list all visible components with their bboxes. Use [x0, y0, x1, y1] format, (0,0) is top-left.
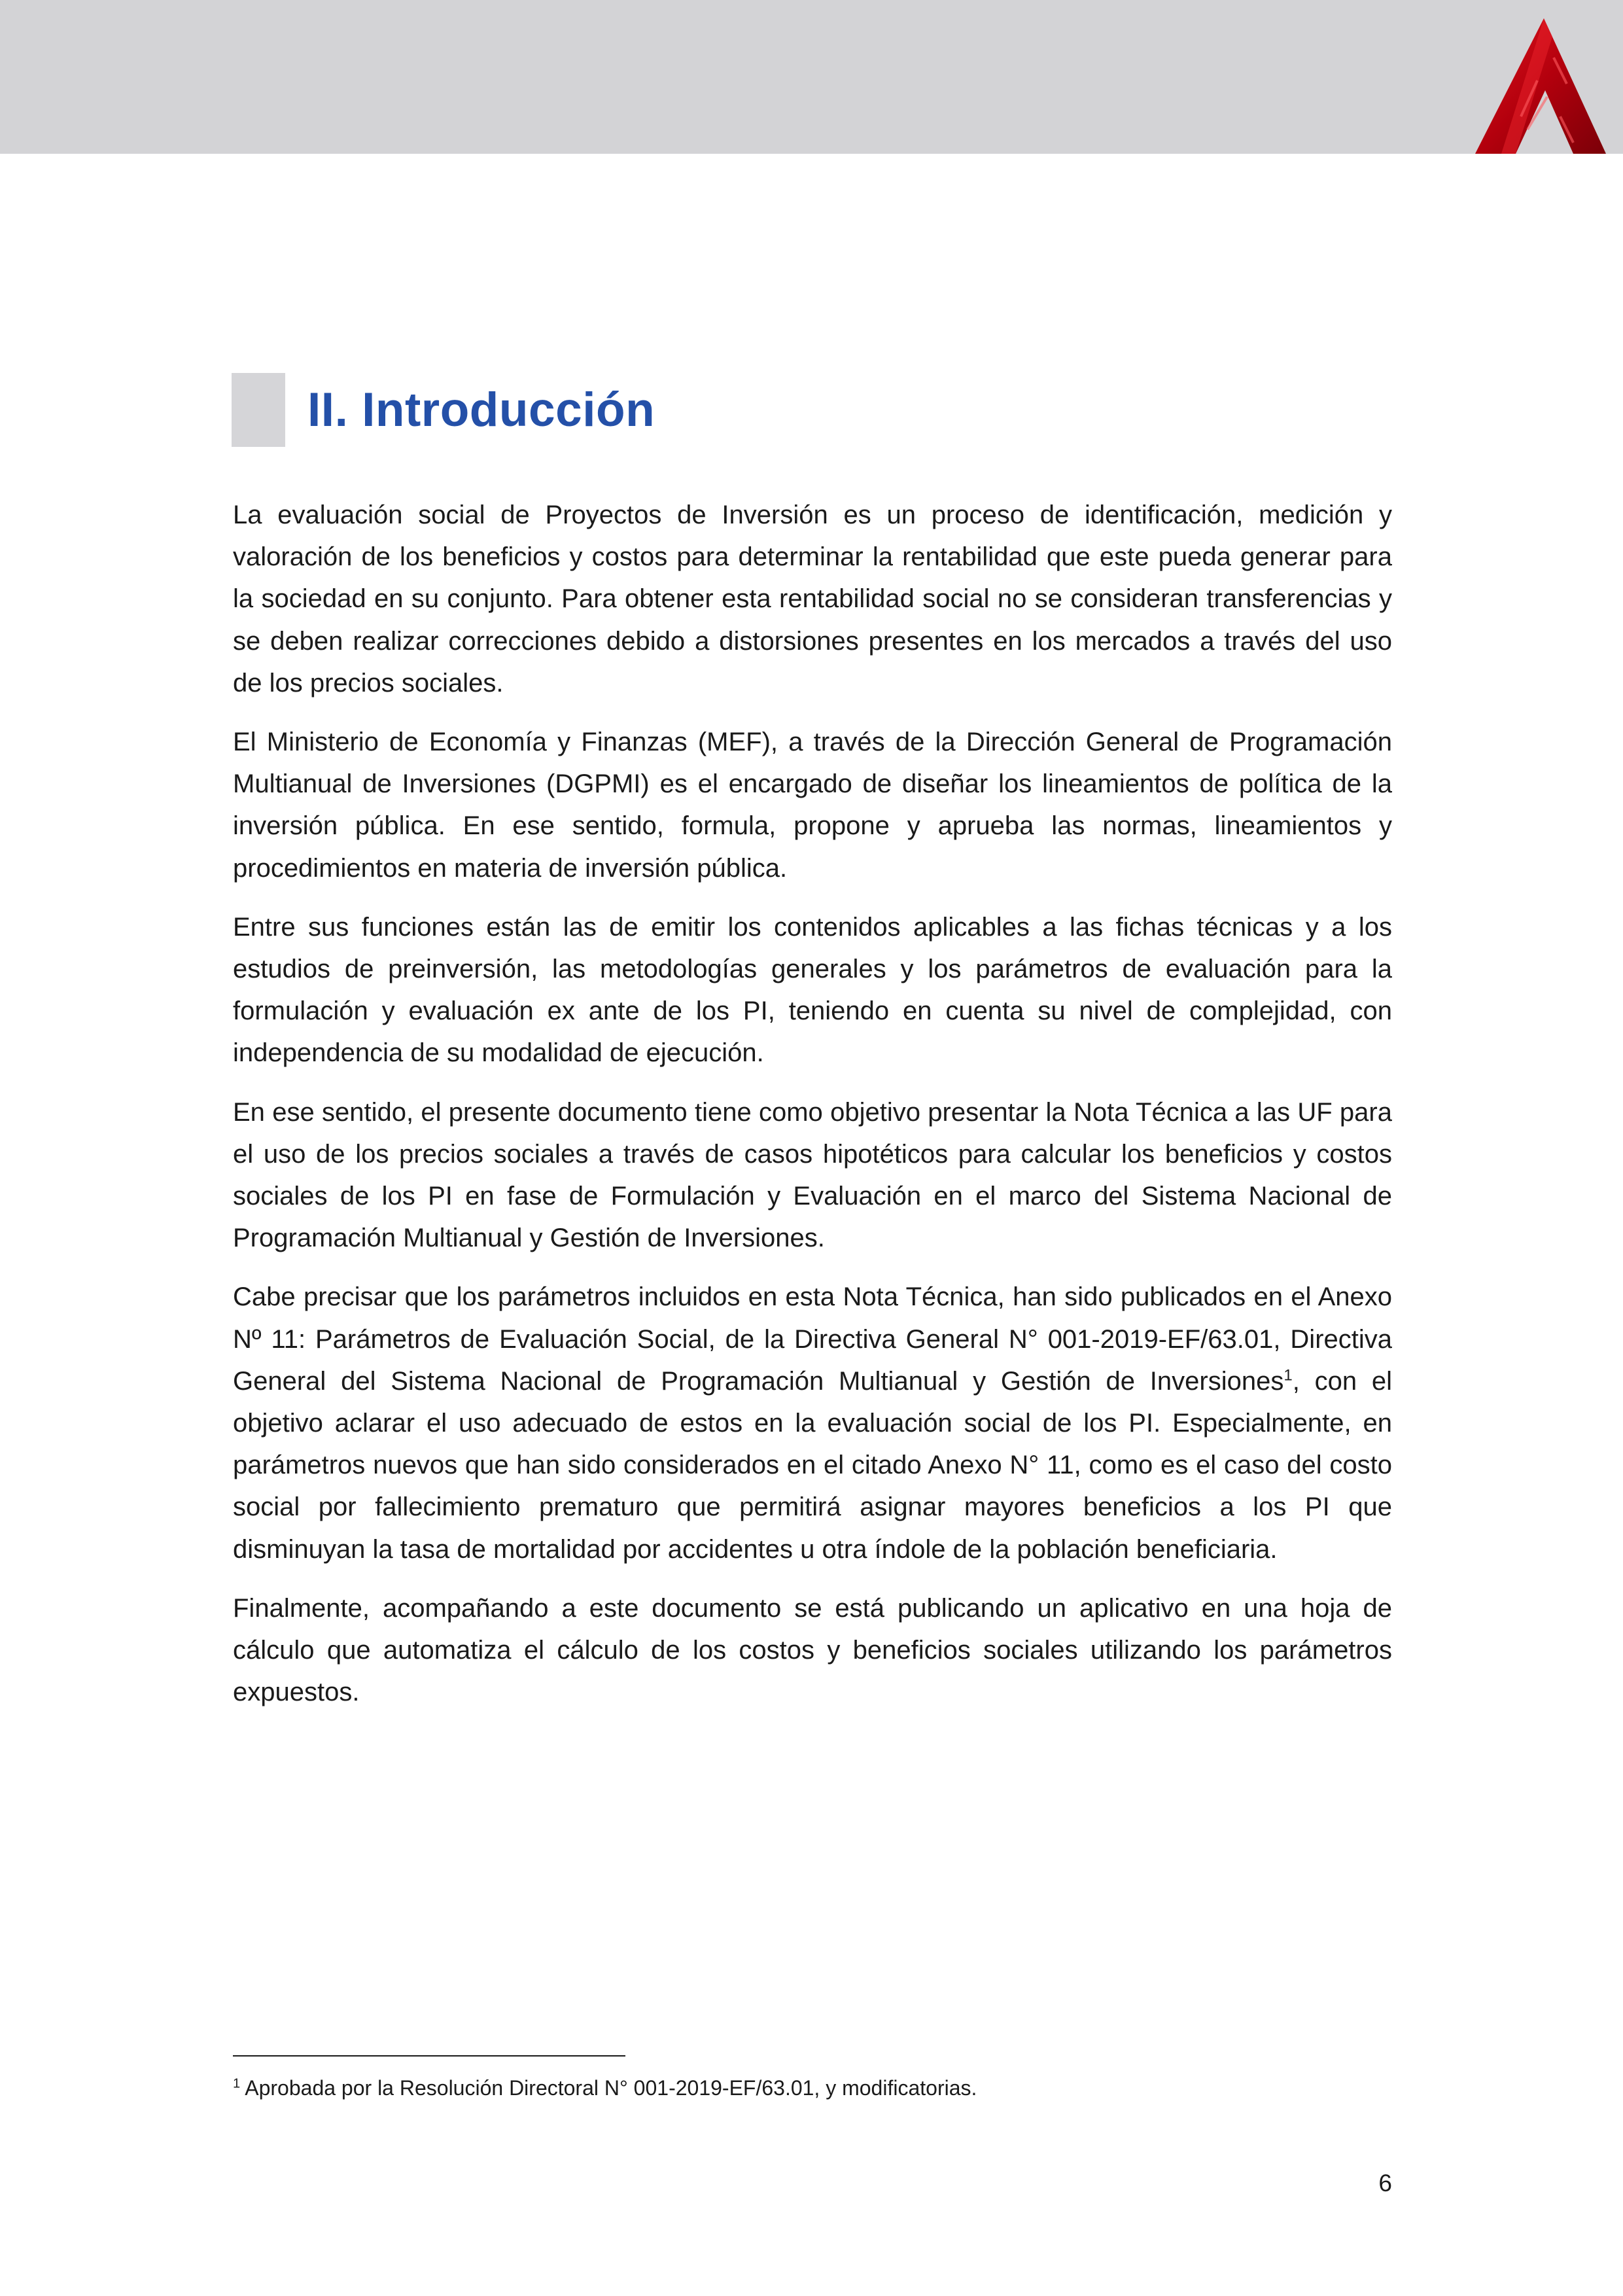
section-heading: II. Introducción: [307, 383, 655, 436]
footnote-separator: [233, 2055, 625, 2057]
footnote-text: Aprobada por la Resolución Directoral N° 001-2019-EF/63.01, y modificatorias.: [240, 2076, 977, 2100]
footnote-marker: 1: [233, 2076, 241, 2091]
paragraph: Finalmente, acompañando a este documento se está publicando un aplicativo en una hoja de cálculo que automatiza el cálculo de los costos y beneficios sociales utilizando los parámetros expuestos.: [233, 1593, 1392, 1707]
paragraph: En ese sentido, el presente documento tiene como objetivo presentar la Nota Técnica a las UF para el uso de los precios sociales a través de casos hipotéticos para calcular los beneficios y costos sociales de los PI en fase de Formulación y Evaluación en el marco del Sistema Nacional de Programación Multianual y Gestión de Inversiones.: [233, 1097, 1392, 1253]
paragraph: La evaluación social de Proyectos de Inversión es un proceso de identificación, medición y valoración de los beneficios y costos para determinar la rentabilidad que este pueda generar para la sociedad en su conjunto. Para obtener esta rentabilidad social no se consideran transferencias y se deben realizar correcciones debido a distorsiones presentes en los mercados a través del uso de los precios sociales.: [233, 501, 1392, 698]
footnote-reference[interactable]: 1: [1283, 1366, 1293, 1385]
footnote: [233, 2073, 1392, 2103]
paragraph-text: , con el objetivo aclarar el uso adecuado de estos en la evaluación social de los PI. Especialmente, en parámetros nuevos que han sido considerados en el citado Anexo N° 11, como es el caso del costo social por fallecimiento prematuro que permitirá asignar mayores beneficios a los PI que disminuyan la tasa de mortalidad por accidentes u otra índole de la población beneficiaria.: [233, 1366, 1393, 1564]
paragraph-text: Cabe precisar que los parámetros incluidos en esta Nota Técnica, han sido publicados en el Anexo Nº 11: Parámetros de Evaluación Social, de la Directiva General N° 001-2019-EF/63.01, Directiva General del Sistema Nacional de Programación Multianual y Gestión de Inversiones: [233, 1282, 1392, 1396]
body-text: [233, 494, 1392, 1730]
red-triangle-logo-icon: [1475, 18, 1606, 154]
page-number: 6: [1378, 2170, 1392, 2197]
paragraph: [233, 1276, 1392, 1570]
paragraph: Entre sus funciones están las de emitir los contenidos aplicables a las fichas técnicas y a los estudios de preinversión, las metodologías generales y los parámetros de evaluación para la formulación y evaluación ex ante de los PI, teniendo en cuenta su nivel de complejidad, con independencia de su modalidad de ejecución.: [233, 912, 1392, 1068]
paragraph: El Ministerio de Economía y Finanzas (MEF), a través de la Dirección General de Programación Multianual de Inversiones (DGPMI) es el encargado de diseñar los lineamientos de política de la inversión pública. En ese sentido, formula, propone y aprueba las normas, lineamientos y procedimientos en materia de inversión pública.: [233, 728, 1392, 883]
section-marker: [232, 373, 285, 447]
header-band: [0, 0, 1623, 154]
